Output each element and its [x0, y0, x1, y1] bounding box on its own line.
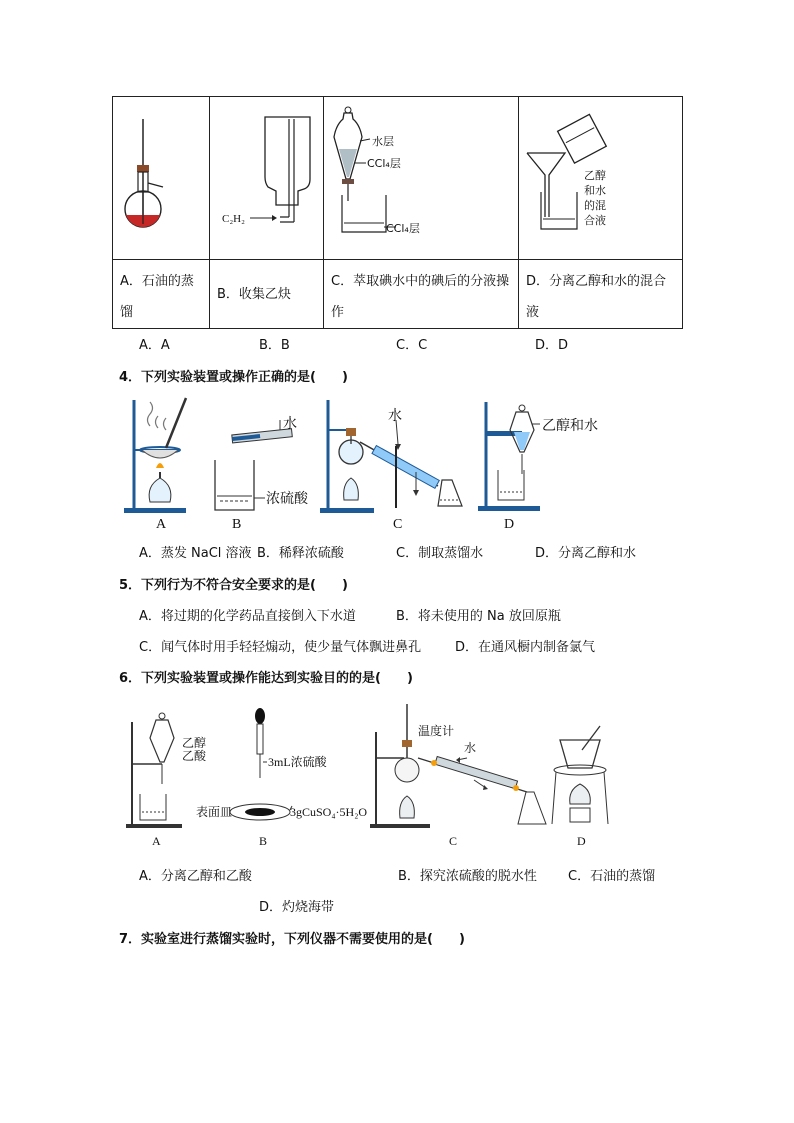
q6-solid-label-b: 3gCuSO₄·5H₂O	[290, 805, 368, 819]
question-3-table	[112, 96, 683, 329]
mixture-label-2: 和水	[584, 184, 606, 197]
q5-stem: 5．下列行为不符合安全要求的是( )	[119, 578, 348, 593]
q6-letter-b: B	[259, 834, 268, 848]
q6-dehydration-apparatus	[196, 708, 367, 848]
figure-cell-d	[519, 97, 683, 260]
q4-option-b[interactable]: B．稀释浓硫酸	[257, 546, 344, 561]
q4-option-d[interactable]: D．分离乙醇和水	[535, 546, 637, 561]
figure-cell-c	[324, 97, 519, 260]
q3-option-d[interactable]: D．D	[535, 338, 569, 353]
q4-dilution-apparatus	[215, 415, 309, 532]
q4-separation-apparatus	[478, 402, 598, 532]
q4-letter-b: B	[232, 517, 242, 532]
ccl4-layer-bottom-label: CCl₄层	[386, 222, 420, 235]
q6-water-label-c: 水	[464, 741, 477, 755]
q6-letter-a: A	[152, 834, 161, 848]
q6-label-ethanol: 乙醇	[182, 736, 207, 750]
q6-separation-apparatus	[126, 713, 207, 848]
q6-option-b[interactable]: B．探究浓硫酸的脱水性	[398, 869, 537, 884]
q3-option-a[interactable]: A．A	[139, 338, 170, 353]
q6-ignition-apparatus	[552, 726, 608, 848]
figure-cell-a	[113, 97, 210, 260]
q5-option-a[interactable]: A．将过期的化学药品直接倒入下水道	[139, 609, 356, 624]
separatory-funnel-figure	[324, 97, 518, 255]
q6-acid-label-b: 3mL浓硫酸	[268, 755, 327, 769]
q4-apparatus-figure	[120, 390, 620, 532]
mixture-label-1: 乙醇	[584, 169, 606, 182]
q5-option-d[interactable]: D．在通风橱内制备氯气	[455, 640, 596, 655]
q4-stem: 4．下列实验装置或操作正确的是( )	[119, 370, 348, 385]
ccl4-layer-top-label: CCl₄层	[367, 157, 401, 170]
q4-option-a[interactable]: A．蒸发 NaCl 溶液	[139, 546, 252, 561]
q6-option-d[interactable]: D．灼烧海带	[259, 900, 335, 915]
q6-label-acetic-acid: 乙酸	[182, 749, 207, 763]
gas-collection-figure	[210, 97, 323, 255]
caption-b: B．收集乙炔	[217, 286, 291, 302]
q6-letter-c: C	[449, 834, 458, 848]
q7-stem: 7．实验室进行蒸馏实验时，下列仪器不需要使用的是( )	[119, 932, 465, 947]
caption-a: A．石油的蒸馏	[120, 274, 194, 320]
q5-option-b[interactable]: B．将未使用的 Na 放回原瓶	[396, 609, 561, 624]
q6-distillation-apparatus	[370, 704, 546, 848]
q5-option-c[interactable]: C．闻气体时用手轻轻煽动，使少量气体飘进鼻孔	[139, 640, 422, 655]
q4-acid-label-b: 浓硫酸	[266, 491, 308, 507]
filtration-figure	[519, 97, 682, 255]
distillation-flask-figure	[113, 97, 209, 255]
mixture-label-3: 的混	[584, 199, 606, 212]
q6-stem: 6．下列实验装置或操作能达到实验目的的是( )	[119, 671, 413, 686]
q4-option-c[interactable]: C．制取蒸馏水	[396, 546, 484, 561]
q4-distillation-apparatus	[320, 400, 462, 532]
caption-d: D．分离乙醇和水的混合液	[526, 274, 667, 320]
q4-water-label-c: 水	[388, 408, 402, 424]
mixture-label-4: 合液	[584, 214, 606, 227]
q6-apparatus-figure	[122, 700, 622, 852]
figure-cell-b	[210, 97, 324, 260]
q6-thermometer-label: 温度计	[418, 724, 455, 738]
q3-option-c[interactable]: C．C	[396, 338, 428, 353]
q3-option-b[interactable]: B．B	[259, 338, 290, 353]
q4-letter-c: C	[393, 517, 403, 532]
q4-letter-a: A	[156, 517, 167, 532]
c2h2-label: C₂H₂	[222, 213, 245, 225]
q6-option-a[interactable]: A．分离乙醇和乙酸	[139, 869, 252, 884]
caption-c: C．萃取碘水中的碘后的分液操作	[331, 274, 510, 320]
q4-water-label-b: 水	[283, 416, 297, 432]
q6-letter-d: D	[577, 834, 586, 848]
q4-evaporation-apparatus	[124, 398, 186, 532]
q4-label-d: 乙醇和水	[542, 418, 598, 434]
q4-letter-d: D	[504, 517, 515, 532]
q6-dish-label-b: 表面皿	[196, 805, 233, 819]
water-layer-label: 水层	[372, 135, 394, 148]
q6-option-c[interactable]: C．石油的蒸馏	[568, 869, 656, 884]
